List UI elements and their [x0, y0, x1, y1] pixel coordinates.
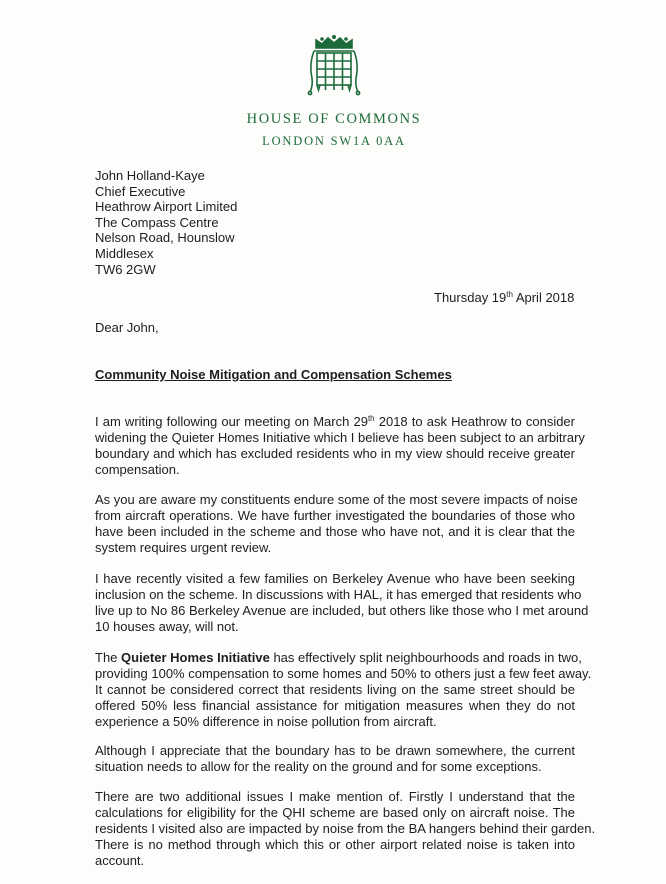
- letterhead-title: HOUSE OF COMMONS: [246, 111, 422, 127]
- paragraph-1: I am writing following our meeting on March 29th 2018 to ask Heathrow to consider widening the Quieter Homes Initiative which I believe has been subject to an arbitrary boundary and which has excluded residents who in my view should receive greater compensation.: [95, 414, 585, 477]
- recipient-address: [95, 168, 237, 277]
- paragraph-3: I have recently visited a few families on Berkeley Avenue who have been seeking inclusion on the scheme. In discussions with HAL, it has emerged that residents who live up to No 86 Berkeley Avenue are included, but others like those who I met around 10 houses away, will not.: [95, 571, 589, 634]
- recipient-company: Heathrow Airport Limited: [95, 199, 238, 215]
- salutation: Dear John,: [95, 320, 159, 335]
- recipient-name: John Holland-Kaye: [95, 168, 205, 183]
- recipient-county: Middlesex: [95, 245, 154, 261]
- letter-date: Thursday 19th April 2018: [434, 290, 575, 305]
- paragraph-4: The Quieter Homes Initiative has effectively split neighbourhoods and roads in two, providing 100% compensation to some homes and 50% to others just a few feet away. It cannot be considered correct that residents living on the same street should be offered 50% less financial assistance for mitigation measures when they do not experience a 50% difference in noise pollution from aircraft.: [95, 650, 592, 729]
- portcullis-crest-icon: [306, 34, 362, 96]
- recipient-building: The Compass Centre: [95, 214, 219, 230]
- recipient-role: Chief Executive: [95, 183, 186, 199]
- paragraph-5: Although I appreciate that the boundary has to be drawn somewhere, the current situation needs to allow for the reality on the ground and for some exceptions.: [95, 743, 575, 774]
- paragraph-6: There are two additional issues I make mention of. Firstly I understand that the calculations for eligibility for the QHI scheme are based only on aircraft noise. The residents I visited also are impacted by noise from the BA hangers behind their garden. There is no method through which this or other airport related noise is taken into account.: [95, 789, 596, 868]
- subject-heading: Community Noise Mitigation and Compensation Schemes: [95, 367, 452, 382]
- qhi-bold-term: Quieter Homes Initiative: [121, 650, 270, 665]
- recipient-street: Nelson Road, Hounslow: [95, 230, 235, 246]
- recipient-postcode: TW6 2GW: [95, 261, 156, 277]
- paragraph-2: As you are aware my constituents endure some of the most severe impacts of noise from aircraft operations. We have further investigated the boundaries of those who have been included in the scheme and those who have not, and it is clear that the system requires urgent review.: [95, 492, 578, 555]
- letterhead-address: LONDON SW1A 0AA: [262, 134, 406, 148]
